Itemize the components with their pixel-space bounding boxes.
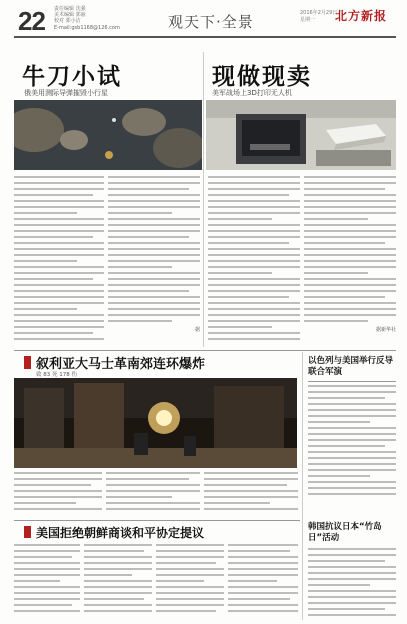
text-line — [204, 496, 298, 498]
text-line — [308, 475, 370, 477]
story-middle-body-col1 — [14, 472, 102, 514]
text-line — [304, 176, 396, 178]
text-line — [106, 502, 200, 504]
text-line — [228, 580, 277, 582]
text-line — [108, 302, 200, 304]
text-line — [208, 230, 300, 232]
text-line — [108, 182, 200, 184]
section-title: 观天下·全景 — [168, 13, 254, 31]
text-line — [14, 604, 72, 606]
text-line — [84, 568, 152, 570]
header-rule — [14, 36, 396, 38]
text-line — [304, 194, 396, 196]
text-line — [108, 230, 200, 232]
text-line — [14, 338, 104, 340]
text-line — [308, 481, 396, 483]
text-line — [84, 580, 152, 582]
editor-info-line: 美术编辑 郭丽 — [54, 12, 86, 19]
text-line — [308, 397, 385, 399]
text-line — [108, 308, 200, 310]
sidebar-body-1 — [308, 385, 396, 495]
text-line — [84, 544, 152, 546]
text-line — [208, 326, 272, 328]
text-line — [108, 188, 189, 190]
text-line — [108, 284, 200, 286]
text-line — [304, 290, 396, 292]
text-line — [156, 568, 224, 570]
text-line — [14, 574, 80, 576]
text-line — [208, 206, 300, 208]
text-line — [308, 560, 385, 562]
text-line — [14, 224, 104, 226]
story-right-subtitle: 美军战场上3D打印无人机 — [212, 89, 292, 97]
story-bottom-body-col3 — [156, 544, 224, 616]
text-line — [204, 502, 270, 504]
text-line — [108, 314, 200, 316]
text-line — [208, 278, 300, 280]
text-line — [108, 272, 200, 274]
text-line — [308, 439, 396, 441]
text-line — [208, 242, 289, 244]
text-line — [14, 332, 93, 334]
text-line — [228, 598, 290, 600]
text-line — [14, 496, 102, 498]
text-line — [106, 496, 172, 498]
text-line — [14, 320, 104, 322]
drone-printer-image — [206, 100, 396, 170]
text-line — [308, 451, 396, 453]
text-line — [308, 493, 396, 495]
text-line — [204, 490, 298, 492]
text-line — [208, 302, 300, 304]
text-line — [308, 548, 396, 550]
text-line — [304, 254, 396, 256]
story-left-body-col1 — [14, 176, 104, 344]
text-line — [108, 236, 189, 238]
text-line — [108, 266, 172, 268]
text-line — [308, 391, 396, 393]
text-line — [308, 469, 396, 471]
sidebar-title-2: 韩国抗议日本“竹岛日”活动 — [308, 522, 382, 543]
text-line — [14, 212, 77, 214]
text-line — [14, 472, 102, 474]
editor-info-line: 责任编辑 沈强 — [54, 6, 86, 12]
text-line — [304, 200, 396, 202]
story-right-body-col2 — [304, 176, 396, 333]
text-line — [14, 308, 77, 310]
section-rule-bottom — [14, 520, 300, 521]
text-line — [108, 242, 200, 244]
text-line — [208, 236, 300, 238]
page-header — [0, 0, 407, 40]
text-line — [84, 586, 152, 588]
text-line — [228, 574, 298, 576]
text-line — [308, 608, 385, 610]
text-line — [14, 200, 104, 202]
text-line — [308, 427, 396, 429]
text-line — [14, 278, 93, 280]
text-line — [14, 206, 104, 208]
text-line — [308, 385, 396, 387]
text-line — [84, 550, 144, 552]
text-line — [106, 490, 200, 492]
text-line — [208, 320, 300, 322]
story-middle-title: 叙利亚大马士革南郊连环爆炸 — [36, 357, 206, 372]
text-line — [308, 596, 396, 598]
text-line — [84, 562, 152, 564]
text-line — [308, 463, 396, 465]
text-line — [208, 296, 289, 298]
text-line — [14, 592, 80, 594]
text-line — [304, 182, 396, 184]
text-line — [228, 550, 290, 552]
text-line — [156, 604, 224, 606]
text-line — [228, 610, 298, 612]
text-line — [304, 248, 396, 250]
date-line: 2016年2月29日 — [300, 10, 338, 16]
text-line — [304, 296, 385, 298]
page-number: 22 — [18, 6, 45, 36]
text-line — [108, 212, 172, 214]
text-line — [208, 182, 300, 184]
text-line — [14, 502, 76, 504]
text-line — [156, 580, 204, 582]
editor-info-line: 校对 郭小洁 — [54, 18, 81, 25]
text-line — [208, 200, 300, 202]
story-middle-body-col2 — [106, 472, 200, 514]
text-line — [208, 332, 300, 334]
text-line — [14, 254, 104, 256]
text-line — [308, 590, 396, 592]
text-line — [14, 478, 102, 480]
text-line — [108, 176, 200, 178]
text-line — [14, 236, 93, 238]
text-line — [304, 308, 396, 310]
text-line — [14, 484, 91, 486]
text-line — [14, 586, 80, 588]
story-bottom-title: 美国拒绝朝鲜商谈和平协定提议 — [36, 526, 205, 540]
text-line — [14, 188, 104, 190]
text-line — [208, 272, 272, 274]
text-line — [156, 610, 216, 612]
text-line — [304, 230, 396, 232]
sidebar — [308, 356, 396, 499]
text-line — [14, 284, 104, 286]
text-line — [228, 562, 298, 564]
date — [300, 10, 337, 24]
text-line — [304, 236, 396, 238]
column-divider — [203, 52, 204, 347]
text-line — [14, 610, 80, 612]
text-line — [308, 415, 396, 417]
text-line — [106, 484, 200, 486]
text-line — [108, 296, 200, 298]
text-line — [304, 266, 396, 268]
text-line — [308, 584, 370, 586]
story-bottom-body-col2 — [84, 544, 152, 616]
newspaper-logo: 北方新报 — [335, 9, 388, 23]
text-line — [84, 556, 152, 558]
text-line — [304, 314, 396, 316]
text-line — [14, 544, 80, 546]
text-line — [108, 320, 172, 322]
story-middle-byline: 致 83 死 178 伤 — [36, 372, 77, 378]
text-line — [84, 598, 144, 600]
text-line — [208, 218, 272, 220]
asteroid-image — [14, 100, 202, 170]
story-bottom-body-col4 — [228, 544, 298, 616]
text-line — [308, 566, 396, 568]
text-line — [84, 604, 152, 606]
sidebar-title-1: 以色列与美国举行反导联合军演 — [308, 356, 394, 377]
text-line — [304, 278, 396, 280]
text-line — [304, 224, 396, 226]
text-line — [228, 586, 298, 588]
text-line — [208, 260, 300, 262]
story-right-title: 现做现卖 — [212, 64, 312, 90]
text-line — [208, 194, 289, 196]
text-line — [14, 326, 104, 328]
explosion-scene-image — [14, 378, 297, 468]
text-line — [108, 206, 200, 208]
text-line — [308, 572, 396, 574]
text-line — [308, 602, 396, 604]
text-line — [208, 188, 300, 190]
text-line — [204, 484, 287, 486]
text-line — [14, 508, 102, 510]
title-marker — [24, 356, 31, 369]
text-line — [14, 182, 104, 184]
text-line — [14, 562, 80, 564]
text-line — [108, 194, 200, 196]
text-line — [156, 556, 224, 558]
text-line — [14, 598, 80, 600]
text-line — [84, 574, 132, 576]
text-line — [108, 260, 200, 262]
text-line — [208, 248, 300, 250]
text-line — [208, 266, 300, 268]
story-right-author: 据新华社 — [375, 327, 396, 333]
text-line — [308, 433, 396, 435]
text-line — [204, 508, 298, 510]
text-line — [108, 278, 200, 280]
sidebar-rule — [308, 381, 396, 382]
text-line — [208, 176, 300, 178]
text-line — [208, 290, 300, 292]
text-line — [108, 218, 200, 220]
text-line — [308, 409, 396, 411]
text-line — [304, 242, 385, 244]
text-line — [14, 302, 104, 304]
text-line — [108, 290, 189, 292]
story-right-body-col1 — [208, 176, 300, 344]
text-line — [208, 308, 300, 310]
text-line — [108, 248, 200, 250]
text-line — [208, 314, 300, 316]
title-marker-bottom — [24, 526, 31, 538]
text-line — [304, 206, 396, 208]
text-line — [204, 472, 298, 474]
text-line — [228, 568, 298, 570]
text-line — [208, 254, 300, 256]
text-line — [228, 604, 298, 606]
text-line — [308, 614, 396, 616]
text-line — [108, 224, 200, 226]
story-bottom-body-col1 — [14, 544, 80, 616]
sidebar-divider — [302, 352, 303, 620]
text-line — [308, 421, 370, 423]
story-left-subtitle: 俄美用测际导弹摧毁小行星 — [24, 89, 108, 97]
text-line — [228, 544, 298, 546]
text-line — [14, 580, 60, 582]
text-line — [14, 550, 80, 552]
editor-info-line: E-mail:gsb1168@126.com — [54, 24, 120, 31]
story-left-author: 据 — [194, 327, 200, 333]
text-line — [156, 586, 224, 588]
text-line — [14, 296, 104, 298]
text-line — [304, 188, 385, 190]
story-middle-body-col3 — [204, 472, 298, 514]
text-line — [14, 272, 104, 274]
text-line — [106, 508, 200, 510]
text-line — [14, 266, 104, 268]
text-line — [308, 487, 396, 489]
date-line: 星期一 — [300, 17, 316, 23]
text-line — [14, 176, 104, 178]
story-left-body-col2 — [108, 176, 200, 333]
text-line — [156, 550, 224, 552]
text-line — [14, 230, 104, 232]
text-line — [14, 314, 104, 316]
text-line — [304, 218, 368, 220]
text-line — [204, 478, 298, 480]
text-line — [308, 457, 396, 459]
story-left-title: 牛刀小试 — [22, 64, 122, 90]
text-line — [14, 218, 104, 220]
text-line — [108, 200, 200, 202]
text-line — [108, 254, 200, 256]
section-rule — [14, 350, 396, 351]
text-line — [14, 260, 77, 262]
sidebar-body-2 — [308, 548, 396, 620]
text-line — [84, 592, 152, 594]
text-line — [208, 338, 300, 340]
text-line — [14, 290, 104, 292]
text-line — [308, 445, 385, 447]
text-line — [308, 554, 396, 556]
text-line — [14, 194, 93, 196]
text-line — [156, 544, 224, 546]
text-line — [228, 556, 298, 558]
text-line — [14, 568, 80, 570]
text-line — [14, 242, 104, 244]
text-line — [304, 212, 396, 214]
text-line — [228, 592, 298, 594]
text-line — [304, 320, 368, 322]
text-line — [304, 284, 396, 286]
text-line — [156, 598, 224, 600]
editor-info — [54, 6, 120, 31]
text-line — [208, 224, 300, 226]
text-line — [208, 284, 300, 286]
text-line — [308, 578, 396, 580]
text-line — [156, 592, 224, 594]
text-line — [106, 472, 200, 474]
text-line — [156, 574, 224, 576]
text-line — [156, 562, 216, 564]
text-line — [106, 478, 189, 480]
text-line — [304, 302, 396, 304]
text-line — [304, 272, 368, 274]
text-line — [304, 260, 396, 262]
text-line — [14, 556, 72, 558]
text-line — [84, 610, 152, 612]
text-line — [308, 403, 396, 405]
text-line — [14, 490, 102, 492]
text-line — [14, 248, 104, 250]
text-line — [208, 212, 300, 214]
